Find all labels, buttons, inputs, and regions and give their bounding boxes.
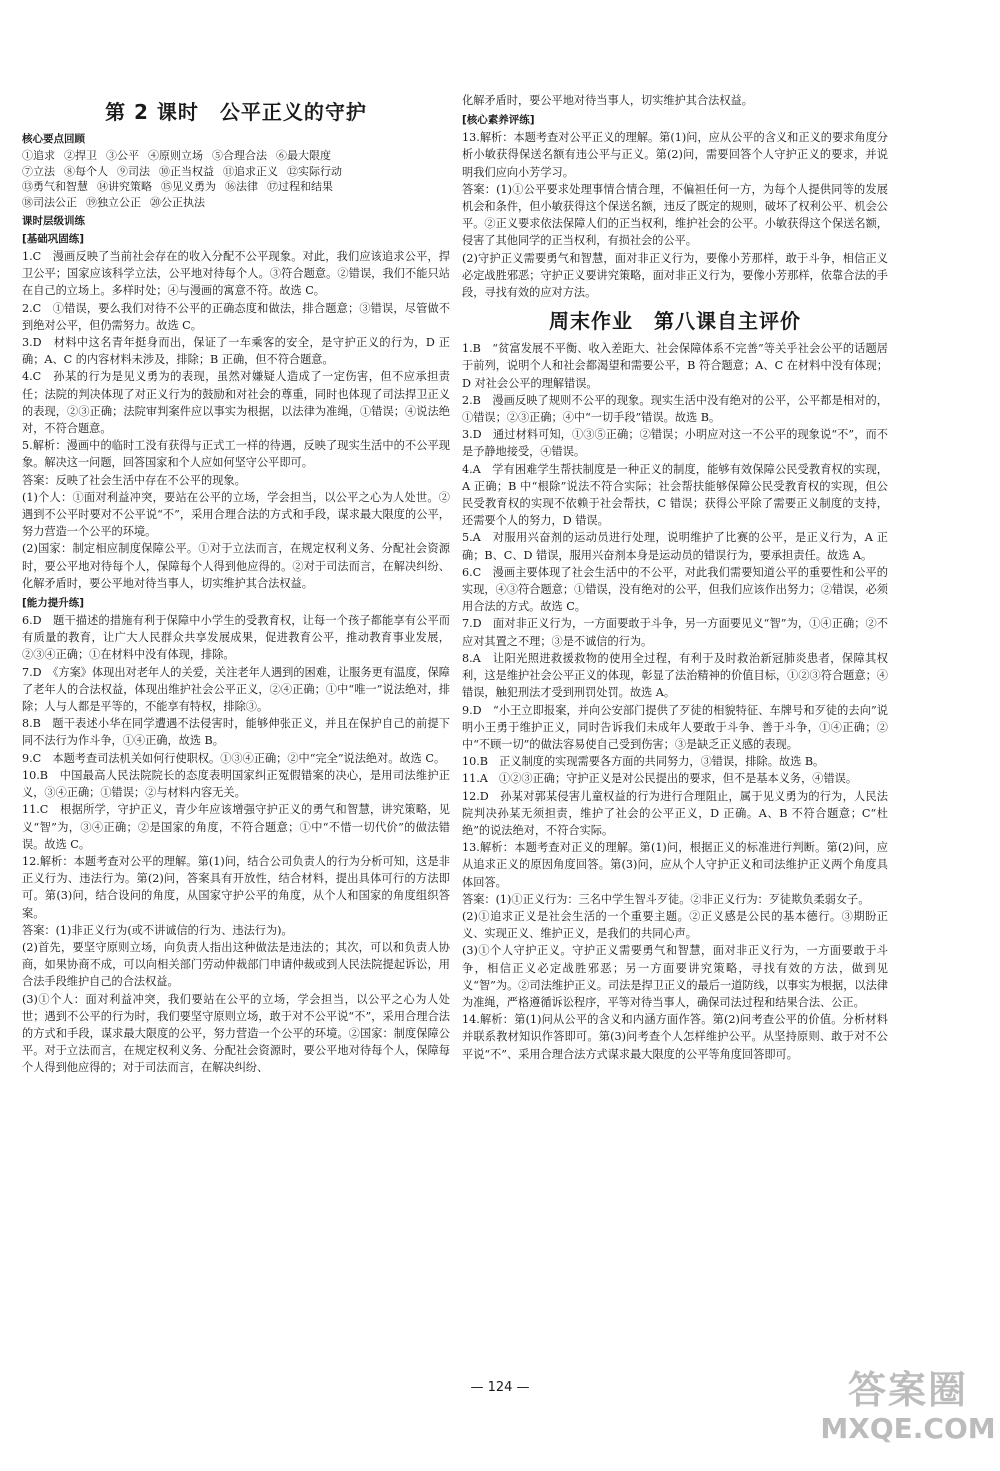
- answer-item: 12.解析：本题考查对公平的理解。第(1)问，结合公司负责人的行为分析可知，这是非正义行为、违法行为。第(2)问，答案具有开放性，结合材料，提出具体可行的方法即可。第(3)问，结合设问的角度，从国家守护公平的角度，从个人和国家的角度组织答案。: [22, 854, 450, 920]
- answer-item: 3.D 通过材料可知，①③⑤正确；②错误；小明应对这一不公平的现象说“不”，而不是予静地接受，④错误。: [462, 428, 888, 459]
- answer-item: 3.D 材料中这名青年挺身而出，保证了一车乘客的安全，是守护正义的行为，D 正确；A、C 的内容材料未涉及，排除；B 正确，但不符合题意。: [22, 336, 450, 367]
- continuation-text: 化解矛盾时，要公平地对待当事人，切实维护其合法权益。: [462, 94, 753, 107]
- answer-text: 答案：(1)非正义行为(或不讲诚信的行为、违法行为)。: [22, 923, 293, 937]
- answer-item: 7.D 《方案》体现出对老年人的关爱，关注老年人遇到的困难，让服务更有温度，保障了老年人的合法权益，体现出维护社会公平正义，②④正确；①中“唯一”说法绝对，排除；人与人都是平等的，不能享有特权，排除③。: [22, 665, 450, 714]
- answer-item: 1.C 漫画反映了当前社会存在的收入分配不公平现象。对此，我们应该追求公平，捍卫公平；国家应该科学立法，公平地对待每个人。③符合题意。②错误，我们不能只站在自己的立场上。多样时处；④与漫画的寓意不符。故选 C。: [22, 250, 450, 298]
- answer-item: 5.解析：漫画中的临时工没有获得与正式工一样的待遇，反映了现实生活中的不公平现象。解决这一问题，回答国家和个人应如何坚守公平即可。: [22, 439, 450, 470]
- key-point: ⑤合理合法: [212, 149, 267, 162]
- key-point: ③公平: [106, 149, 139, 162]
- key-point: ⑦立法: [22, 164, 55, 178]
- answer-item: 4.C 孙某的行为是见义勇为的表现，虽然对嫌疑人造成了一定伤害，但不应承担责任；法院的判决体现了对正义行为的鼓励和对社会的尊重，同时也体现了司法捍卫正义的表现，②③正确；法院审判案件应以事实为根据，以法律为准绳，①错误；④说法绝对，不符合题意。: [22, 370, 450, 436]
- answer-item: 13.解析：本题考查对正义的理解。第(1)问，根据正义的标准进行判断。第(2)问，应从追求正义的原因角度回答。第(3)问，应从个人守护正义和司法维护正义两个角度具体回答。: [462, 841, 888, 889]
- answer-item: 9.C 本题考查司法机关如何行使职权。①③④正确；②中“完全”说法绝对。故选 C。: [22, 751, 446, 765]
- key-point: ⑫实际行动: [287, 164, 342, 178]
- answer-item: 7.D 面对非正义行为，一方面要敢于斗争，另一方面要见义“智”为，①④正确；②不应对其置之不理；③是不诚信的行为。: [462, 617, 888, 648]
- answer-text: (3)①个人：面对利益冲突，我们要站在公平的立场，学会担当，以公平之心为人处世；遇到不公平的行为时，我们要坚守原则立场，敢于对不公平说“不”，采用合理合法的方式和手段，谋求最大限度的公平，努力营造一个公平的环境。②国家：制度保障公平。对于立法而言，在规定权利义务、分配社会资源时，要公平地对待每个人，保障每个人得到他应得的；对于司法而言，在解决纠纷、: [22, 992, 450, 1075]
- answer-item: 8.B 题干表述小华在同学遭遇不法侵害时，能够伸张正义，并且在保护自己的前提下同不法行为作斗争，①④正确，故选 B。: [22, 717, 450, 748]
- answer-item: 1.B “贫富发展不平衡、收入差距大、社会保障体系不完善”等关乎社会公平的话题居于前列，说明个人和社会都渴望和需要公平，B 符合题意；A、C 在材料中没有体现；D 对社会公平的理解错误。: [462, 342, 888, 390]
- answer-text: (2)守护正义需要勇气和智慧，面对非正义行为，要像小芳那样，敢于斗争，相信正义必定战胜邪恶；守护正义要讲究策略，面对非正义行为，要像小芳那样，依靠合法的手段，寻找有效的应对方法。: [462, 251, 888, 300]
- left-column: [22, 92, 450, 1077]
- key-points-row: [22, 148, 450, 164]
- answer-item: 10.B 正义制度的实现需要各方面的共同努力，③错误，排除。故选 B。: [462, 755, 825, 769]
- watermark-bottom-text: MXQE.COM: [820, 1412, 996, 1445]
- watermark-top-text: 答案圈: [847, 1368, 968, 1412]
- key-point: ⑰过程和结果: [267, 180, 333, 193]
- answer-text: 答案：(1)①正义行为：三名中学生智斗歹徒。②非正义行为：歹徒欺负柔弱女子。: [462, 892, 870, 906]
- answer-item: 8.A 让阳光照进救援救物的使用全过程，有利于及时救治新冠肺炎患者，保障其权利，这是维护社会公平正义的体现，彰显了法治精神的价值目标，①②③符合题意；④错误，触犯刑法才受到刑罚处罚。故选 A。: [462, 651, 888, 700]
- key-point: ⑳公正执法: [150, 195, 205, 209]
- key-point: ⑩正当权益: [159, 164, 214, 178]
- lesson-title: 第 2 课时 公平正义的守护: [105, 100, 367, 124]
- answer-item: 14.解析：第(1)问从公平的含义和内涵方面作答。第(2)问考查公平的价值。分析材料并联系教材知识作答即可。第(3)问考查个人怎样维护公平。从坚持原则、敢于对不公平说“不”、采用合理合法方式谋求最大限度的公平等角度回答即可。: [462, 1013, 888, 1061]
- answer-item: 5.A 对服用兴奋剂的运动员进行处理，说明维护了比赛的公平，是正义行为，A 正确；B、C、D 错误，服用兴奋剂本身是运动员的错误行为，要承担责任。故选 A。: [462, 531, 888, 562]
- answer-text: (2)首先，要坚守原则立场，向负责人指出这种做法是违法的；其次，可以和负责人协商，如果协商不成，可以向相关部门劳动仲裁部门申请仲裁或到人民法院提起诉讼，用合法手段维护自己的合法权益。: [22, 940, 450, 989]
- right-column: [462, 92, 888, 1063]
- answer-item: 9.D “小王立即报案，并向公安部门提供了歹徒的相貌特征、车牌号和歹徒的去向”说明小王勇于维护正义，同时告诉我们未成年人要敢于斗争、善于斗争，①④正确；②中“不顾一切”的做法容易使自己受到伤害；③是缺乏正义感的表现。: [462, 703, 888, 751]
- key-point: ⑮见义勇为: [161, 180, 216, 193]
- key-point: ⑲独立公正: [86, 195, 141, 209]
- key-point: ⑨司法: [117, 164, 150, 178]
- answer-item: 12.D 孙某对郭某侵害儿童权益的行为进行合理阻止，属于见义勇为的行为，人民法院判决孙某无须担责，维护了社会的公平正义，D 正确。A、B 不符合题意；C“杜绝”的说法绝对，不符合实际。: [462, 789, 888, 837]
- key-point: ⑯法律: [225, 180, 258, 193]
- answer-item: 4.A 学有困难学生帮扶制度是一种正义的制度，能够有效保障公民受教育权的实现，A 正确；B 中“根除”说法不符合实际；社会帮扶能够保障公民受教育权的实现，但公民受教育权的实现不依赖于社会帮扶，C 错误；获得公平除了需要正义制度的支持，还需要个人的努力，D 错误。: [462, 462, 888, 528]
- key-point: ②捍卫: [64, 149, 97, 162]
- key-point: ⑭讲究策略: [97, 180, 152, 193]
- section-heading-review: 核心要点回顾: [22, 133, 85, 145]
- answer-text: 答案：(1)①公平要求处理事情合情合理，不偏袒任何一方，为每个人提供同等的发展机会和条件，但小敏获得这个保送名额，违反了既定的规则，破坏了权利公平、机会公平。②正义要求依法保障人们的正当权利，维护社会的公平。小敏获得这个保送名额，侵害了其他同学的正当权利，有损社会的公平。: [462, 182, 888, 248]
- answer-text: (2)国家：制定相应制度保障公平。①对于立法而言，在规定权利义务、分配社会资源时，要公平地对待每个人，保障每个人得到他应得的。②对于司法而言，在解决纠纷、化解矛盾时，要公平地对待当事人，切实维护其合法权益。: [22, 542, 450, 590]
- key-point: ⑥最大限度: [276, 149, 331, 162]
- section-heading-basic: [基础巩固练]: [22, 233, 85, 245]
- key-point: ⑧每个人: [64, 164, 108, 178]
- key-point: ⑪追求正义: [223, 164, 278, 178]
- key-point: ⑱司法公正: [22, 195, 77, 209]
- key-points-row: [22, 164, 450, 180]
- answer-text: 答案：反映了社会生活中存在不公平的现象。: [22, 473, 246, 487]
- answer-item: 11.A ①②③正确；守护正义是对公民提出的要求，但不是基本义务，④错误。: [462, 772, 858, 786]
- answer-text: (2)①追求正义是社会生活的一个重要主题。②正义感是公民的基本德行。③期盼正义、实现正义、维护正义，是我们的共同心声。: [462, 909, 888, 941]
- key-points-grid: [22, 148, 450, 210]
- section-heading-core: [核心素养评练]: [462, 114, 535, 127]
- answer-item: 6.D 题干描述的措施有利于保障中小学生的受教育权，让每一个孩子都能享有公平而有质量的教育，让广大人民群众共享发展成果，促进教育公平，推动教育事业发展，②③④正确；①在材料中没有体现，排除。: [22, 614, 450, 662]
- answer-item: 11.C 根据所学，守护正义，青少年应该增强守护正义的勇气和智慧，讲究策略，见义“智”为，③④正确；②是国家的角度，不符合题意；①中“不惜一切代价”的做法错误。故选 C。: [22, 803, 450, 851]
- section-heading-advanced: [能力提升练]: [22, 597, 85, 610]
- answer-item: 10.B 中国最高人民法院院长的态度表明国家纠正冤假错案的决心，是用司法维护正义，③④正确；①错误；②与材料内容无关。: [22, 768, 450, 800]
- answer-item: 13.解析：本题考查对公平正义的理解。第(1)问，应从公平的含义和正义的要求角度分析小敏获得保送名额有违公平与正义。第(2)问，需要回答个人守护正义的要求，并说明我们应向小芳学习。: [462, 131, 888, 179]
- key-points-row: [22, 179, 450, 195]
- watermark-logo: [820, 1368, 996, 1468]
- weekend-title: 周末作业 第八课自主评价: [549, 309, 801, 334]
- section-heading-practice: 课时层级训练: [22, 215, 85, 227]
- answer-item: 2.C ①错误，要么我们对待不公平的正确态度和做法，排合题意；③错误，尽管做不到绝对公平，但仍需努力。故选 C。: [22, 301, 450, 332]
- key-point: ④原则立场: [148, 149, 203, 162]
- key-point: ①追求: [22, 149, 55, 162]
- answer-text: (1)个人：①面对利益冲突，要站在公平的立场，学会担当，以公平之心为人处世。②遇到不公平时要对不公平说“不”，采用合理合法的方式和手段，谋求最大限度的公平，努力营造一个公平的环境。: [22, 490, 450, 539]
- answer-item: 2.B 漫画反映了规则不公平的现象。现实生活中没有绝对的公平，公平都是相对的，①错误；②③正确；④中“一切手段”错误。故选 B。: [462, 393, 888, 425]
- key-points-row: [22, 195, 450, 211]
- page-number: — 124 —: [470, 1380, 530, 1395]
- key-point: ⑬勇气和智慧: [22, 180, 88, 193]
- answer-item: 6.C 漫画主要体现了社会生活中的不公平，对此我们需要知道公平的重要性和公平的实现，④③符合题意；①错误，没有绝对的公平，但我们应该作出努力；②错误，必须用合法的方式。故选 C。: [462, 565, 888, 614]
- answer-text: (3)①个人守护正义。守护正义需要勇气和智慧，面对非正义行为，一方面要敢于斗争，相信正义必定战胜邪恶；另一方面要讲究策略，寻找有效的方法，做到见义“智”为。②司法维护正义。司法是捍卫正义的最后一道防线，以事实为根据，以法律为准绳，严格遵循诉讼程序，平等对待当事人，确保司法过程和结果合法、公正。: [462, 944, 888, 1009]
